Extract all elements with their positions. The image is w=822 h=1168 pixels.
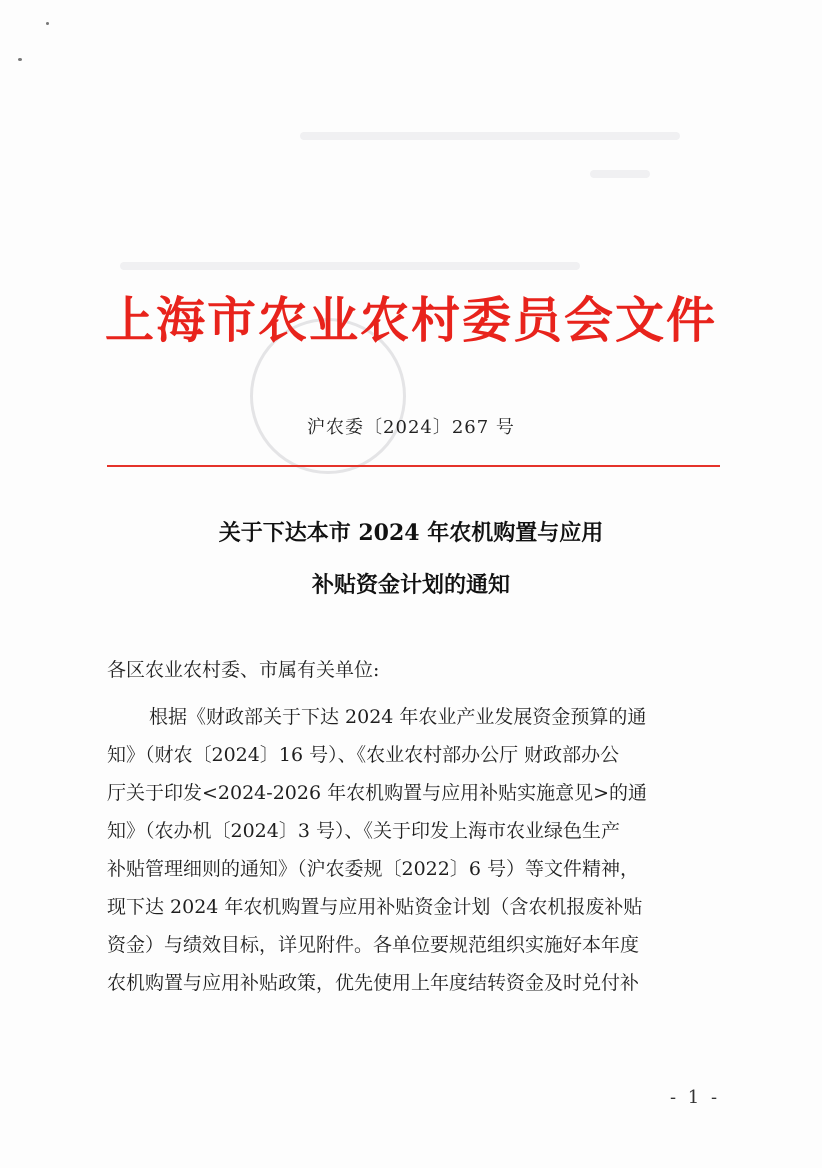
body-paragraph (107, 698, 721, 1002)
page-number: - 1 - (669, 1087, 721, 1108)
bleed-through-mark (300, 132, 680, 140)
body-line: 知》（财农〔2024〕16 号）、《农业农村部办公厅 财政部办公 (107, 744, 620, 766)
body-line: 厅关于印发<2024-2026 年农机购置与应用补贴实施意见>的通 (107, 782, 648, 804)
body-line: 现下达 2024 年农机购置与应用补贴资金计划（含农机报废补贴 (107, 896, 643, 918)
document-number: 沪农委〔2024〕267 号 (307, 417, 515, 438)
body-line: 补贴管理细则的通知》（沪农委规〔2022〕6 号）等文件精神， (107, 858, 639, 880)
scan-speck (18, 58, 22, 61)
red-divider-rule (107, 465, 720, 467)
body-line: 知》（农办机〔2024〕3 号）、《关于印发上海市农业绿色生产 (107, 820, 620, 842)
document-title-line-2: 补贴资金计划的通知 (311, 572, 510, 598)
body-line: 资金）与绩效目标，详见附件。各单位要规范组织实施好本年度 (107, 934, 640, 956)
bleed-through-mark (590, 170, 650, 178)
document-title-line-1: 关于下达本市 2024 年农机购置与应用 (218, 520, 604, 546)
scan-speck (46, 22, 49, 25)
body-line: 农机购置与应用补贴政策，优先使用上年度结转资金及时兑付补 (107, 972, 640, 994)
bleed-through-mark (120, 262, 580, 270)
issuer-header-title: 上海市农业农村委员会文件 (104, 291, 717, 349)
body-line: 根据《财政部关于下达 2024 年农业产业发展资金预算的通 (149, 706, 647, 728)
salutation: 各区农业农村委、市属有关单位: (107, 659, 380, 681)
